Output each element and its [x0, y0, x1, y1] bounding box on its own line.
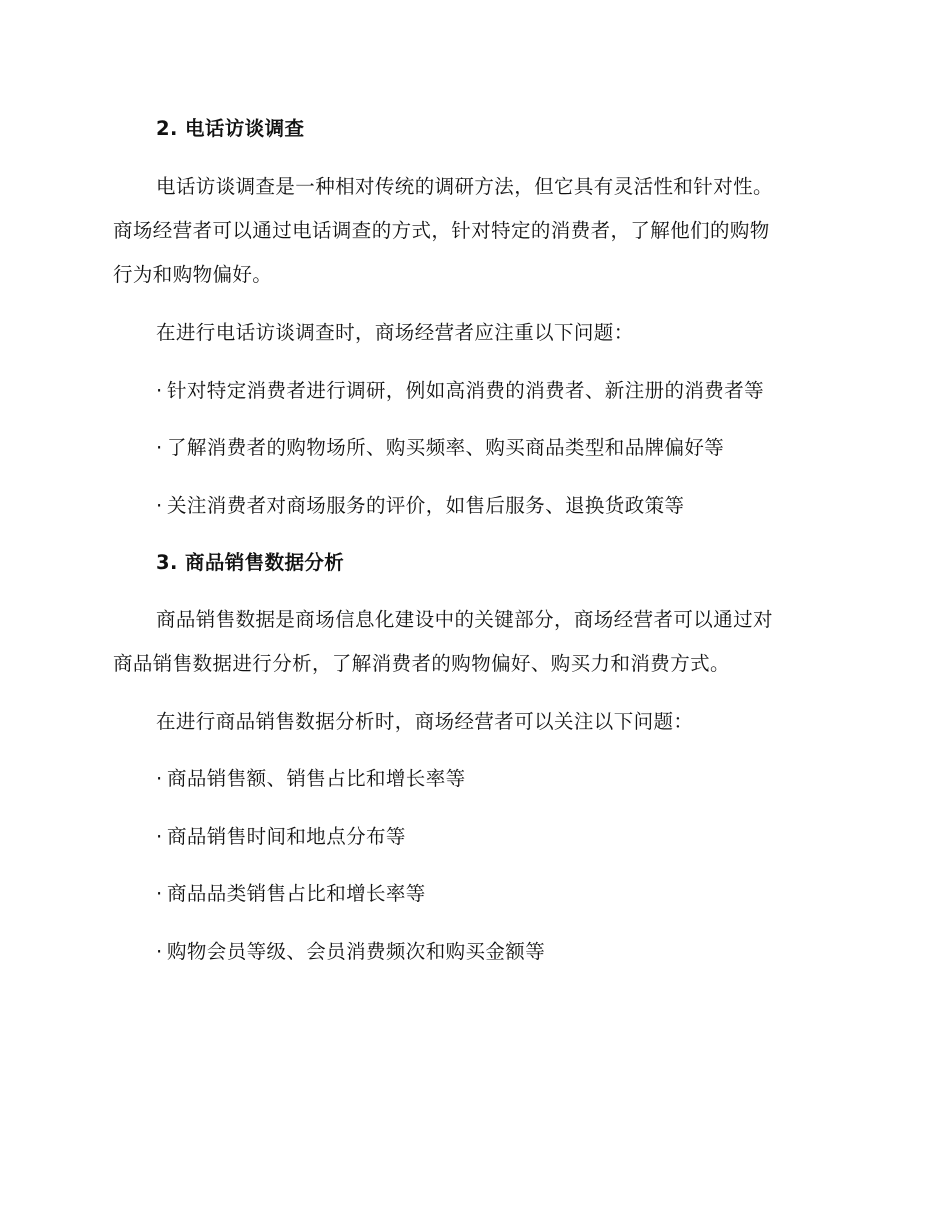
bullet-text: 商品品类销售占比和增长率等	[167, 882, 426, 905]
bullet-item	[113, 426, 837, 470]
bullet-item	[113, 484, 837, 528]
bullet-marker: ·	[156, 494, 163, 517]
bullet-text: 关注消费者对商场服务的评价，如售后服务、退换货政策等	[167, 494, 685, 517]
bullet-text: 针对特定消费者进行调研，例如高消费的消费者、新注册的消费者等	[167, 379, 765, 402]
paragraph-line: 商场经营者可以通过电话调查的方式，针对特定的消费者，了解他们的购物	[113, 219, 770, 242]
bullet-text: 商品销售额、销售占比和增长率等	[167, 767, 466, 790]
bullet-text: 商品销售时间和地点分布等	[167, 825, 406, 848]
bullet-marker: ·	[156, 767, 163, 790]
bullet-marker: ·	[156, 940, 163, 963]
bullet-item	[113, 930, 837, 974]
paragraph-sales-focus: 在进行商品销售数据分析时，商场经营者可以关注以下问题：	[156, 710, 694, 733]
bullet-marker: ·	[156, 379, 163, 402]
bullet-marker: ·	[156, 825, 163, 848]
paragraph-line: 商品销售数据进行分析，了解消费者的购物偏好、购买力和消费方式。	[113, 652, 730, 675]
bullet-text: 了解消费者的购物场所、购买频率、购买商品类型和品牌偏好等	[167, 436, 725, 459]
bullet-item	[113, 815, 837, 859]
bullet-text: 购物会员等级、会员消费频次和购买金额等	[167, 940, 546, 963]
bullet-marker: ·	[156, 882, 163, 905]
bullet-marker: ·	[156, 436, 163, 459]
paragraph-line: 电话访谈调查是一种相对传统的调研方法，但它具有灵活性和针对性。	[156, 175, 773, 198]
bullet-item	[113, 369, 837, 413]
paragraph-sales-intro	[113, 598, 837, 686]
section-heading-phone-interview: 2. 电话访谈调查	[156, 117, 305, 140]
bullet-item	[113, 757, 837, 801]
paragraph-line: 行为和购物偏好。	[113, 263, 273, 286]
paragraph-phone-intro	[113, 165, 837, 297]
paragraph-line: 商品销售数据是商场信息化建设中的关键部分，商场经营者可以通过对	[156, 608, 773, 631]
paragraph-phone-focus: 在进行电话访谈调查时，商场经营者应注重以下问题：	[156, 321, 634, 344]
bullet-item	[113, 872, 837, 916]
section-heading-sales-analysis: 3. 商品销售数据分析	[156, 551, 345, 574]
